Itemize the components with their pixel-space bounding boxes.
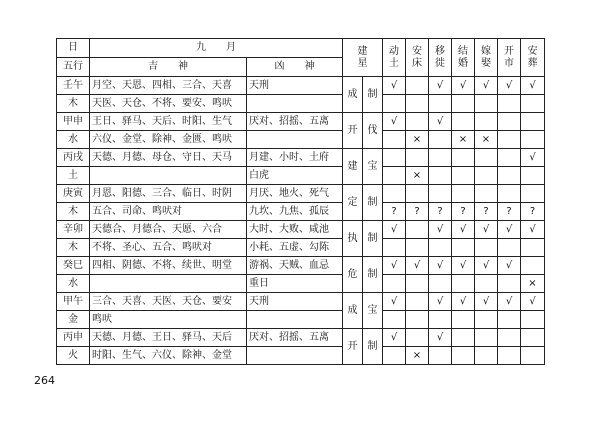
xiong-shen-cell: 重日: [247, 275, 343, 293]
xiong-shen-cell: 大时、大败、咸池: [247, 221, 343, 239]
activity-mark: [498, 113, 521, 131]
activity-mark: [521, 131, 545, 149]
zhi-cell: 制: [363, 77, 383, 113]
activity-mark: [521, 239, 545, 257]
activity-mark: [498, 167, 521, 185]
activity-mark: [498, 275, 521, 293]
activity-mark: ?: [383, 203, 406, 221]
day-row: [57, 293, 545, 311]
day-row: [57, 167, 545, 185]
activity-mark: [498, 95, 521, 113]
activity-mark: [406, 185, 429, 203]
ji-shen-cell: 六仪、金堂、除神、金匮、鸣吠: [90, 131, 247, 149]
activity-mark: [498, 329, 521, 347]
xiong-shen-cell: [247, 311, 343, 329]
activity-mark: [521, 185, 545, 203]
activity-mark: [429, 149, 452, 167]
day-cell: 丙申: [57, 329, 90, 347]
day-row: [57, 311, 545, 329]
activity-mark: √: [429, 329, 452, 347]
activity-mark: √: [475, 293, 498, 311]
zhi-cell: 制: [363, 221, 383, 257]
wuxing-cell: 水: [57, 131, 90, 149]
activity-mark: √: [383, 77, 406, 95]
activity-mark: ×: [521, 275, 545, 293]
activity-mark: √: [452, 257, 475, 275]
activity-mark: [429, 347, 452, 365]
header-activity-2: 移徙: [429, 39, 452, 77]
activity-mark: [429, 95, 452, 113]
ji-shen-cell: 天德、月德、母仓、守日、天马: [90, 149, 247, 167]
activity-mark: √: [452, 77, 475, 95]
activity-mark: √: [521, 77, 545, 95]
activity-mark: [521, 329, 545, 347]
xiong-shen-cell: 白虎: [247, 167, 343, 185]
activity-mark: [475, 113, 498, 131]
activity-mark: √: [429, 293, 452, 311]
wuxing-cell: 土: [57, 167, 90, 185]
ji-shen-cell: 天德合、月德合、天愿、六合: [90, 221, 247, 239]
zhi-cell: 宝: [363, 149, 383, 185]
header-activity-1: 安床: [406, 39, 429, 77]
jian-cell: 建: [343, 149, 363, 185]
activity-mark: [475, 95, 498, 113]
ji-shen-cell: 三合、天喜、天医、天仓、要安: [90, 293, 247, 311]
day-row: [57, 329, 545, 347]
activity-mark: [383, 95, 406, 113]
xiong-shen-cell: 天刑: [247, 77, 343, 95]
ji-shen-cell: [90, 275, 247, 293]
almanac-table-wrapper: [56, 38, 544, 369]
ji-shen-cell: 鸣吠: [90, 311, 247, 329]
day-row: [57, 113, 545, 131]
activity-mark: ×: [452, 131, 475, 149]
activity-mark: √: [475, 77, 498, 95]
activity-mark: [406, 275, 429, 293]
ji-shen-cell: 王日、驿马、天后、时阳、生气: [90, 113, 247, 131]
activity-mark: [475, 149, 498, 167]
day-row: [57, 95, 545, 113]
day-row: [57, 77, 545, 95]
activity-mark: [452, 149, 475, 167]
wuxing-cell: 金: [57, 311, 90, 329]
xiong-shen-cell: 天刑: [247, 293, 343, 311]
activity-mark: [498, 239, 521, 257]
activity-mark: √: [429, 221, 452, 239]
day-cell: 甲申: [57, 113, 90, 131]
activity-mark: [498, 347, 521, 365]
activity-mark: [406, 149, 429, 167]
zhi-cell: 制: [363, 185, 383, 221]
activity-mark: [429, 311, 452, 329]
activity-mark: [406, 329, 429, 347]
activity-mark: √: [475, 221, 498, 239]
day-row: [57, 257, 545, 275]
wuxing-cell: 木: [57, 239, 90, 257]
activity-mark: [498, 311, 521, 329]
ji-shen-cell: 天医、天仓、不将、要安、鸣吠: [90, 95, 247, 113]
activity-mark: ×: [475, 131, 498, 149]
activity-mark: √: [383, 113, 406, 131]
day-cell: 丙戌: [57, 149, 90, 167]
activity-mark: [521, 113, 545, 131]
day-row: [57, 185, 545, 203]
activity-mark: ?: [452, 203, 475, 221]
ji-shen-cell: 月恩、阳德、三合、临日、时阴: [90, 185, 247, 203]
activity-mark: √: [521, 221, 545, 239]
almanac-table: [56, 38, 545, 365]
ji-shen-cell: 四相、阴德、不将、续世、明堂: [90, 257, 247, 275]
xiong-shen-cell: 月厌、地火、死气: [247, 185, 343, 203]
activity-mark: [475, 239, 498, 257]
day-cell: 庚寅: [57, 185, 90, 203]
zhi-cell: 制: [363, 329, 383, 365]
activity-mark: ?: [429, 203, 452, 221]
activity-mark: √: [383, 257, 406, 275]
activity-mark: √: [475, 257, 498, 275]
xiong-shen-cell: 游祸、天贼、血忌: [247, 257, 343, 275]
activity-mark: [452, 311, 475, 329]
day-cell: 甲午: [57, 293, 90, 311]
page-number: 264: [34, 374, 55, 387]
activity-mark: √: [521, 293, 545, 311]
activity-mark: ?: [406, 203, 429, 221]
jian-cell: 执: [343, 221, 363, 257]
jian-cell: 危: [343, 257, 363, 293]
day-cell: 辛卯: [57, 221, 90, 239]
activity-mark: [383, 167, 406, 185]
activity-mark: [475, 347, 498, 365]
activity-mark: [406, 113, 429, 131]
zhi-cell: 伐: [363, 113, 383, 149]
activity-mark: [383, 347, 406, 365]
header-activity-5: 开市: [498, 39, 521, 77]
day-cell: 壬午: [57, 77, 90, 95]
day-row: [57, 131, 545, 149]
activity-mark: [429, 131, 452, 149]
activity-mark: [429, 239, 452, 257]
day-row: [57, 275, 545, 293]
header-xiong-shen: 凶 神: [247, 58, 343, 77]
activity-mark: [452, 167, 475, 185]
jian-cell: 定: [343, 185, 363, 221]
header-day: 日: [57, 39, 90, 58]
activity-mark: √: [452, 293, 475, 311]
activity-mark: [406, 293, 429, 311]
activity-mark: [383, 185, 406, 203]
activity-mark: [475, 329, 498, 347]
activity-mark: [498, 131, 521, 149]
jian-cell: 成: [343, 77, 363, 113]
wuxing-cell: 火: [57, 347, 90, 365]
day-row: [57, 149, 545, 167]
day-cell: 癸巳: [57, 257, 90, 275]
activity-mark: [406, 221, 429, 239]
header-activity-3: 结婚: [452, 39, 475, 77]
ji-shen-cell: [90, 167, 247, 185]
wuxing-cell: 木: [57, 203, 90, 221]
xiong-shen-cell: [247, 131, 343, 149]
activity-mark: [452, 239, 475, 257]
header-wuxing: 五行: [57, 58, 90, 77]
activity-mark: √: [498, 77, 521, 95]
ji-shen-cell: 不将、圣心、五合、鸣吠对: [90, 239, 247, 257]
activity-mark: [475, 167, 498, 185]
activity-mark: [521, 347, 545, 365]
activity-mark: [452, 95, 475, 113]
activity-mark: [498, 185, 521, 203]
activity-mark: ×: [406, 131, 429, 149]
activity-mark: √: [383, 293, 406, 311]
header-activity-0: 动土: [383, 39, 406, 77]
activity-mark: [429, 185, 452, 203]
activity-mark: √: [383, 329, 406, 347]
activity-mark: [383, 239, 406, 257]
header-row-1: [57, 39, 545, 58]
header-month: 九 月: [90, 39, 343, 58]
activity-mark: ?: [498, 203, 521, 221]
activity-mark: [475, 275, 498, 293]
activity-mark: [475, 311, 498, 329]
xiong-shen-cell: 月建、小时、土府: [247, 149, 343, 167]
activity-mark: [521, 257, 545, 275]
activity-mark: ×: [406, 347, 429, 365]
day-row: [57, 221, 545, 239]
jian-cell: 开: [343, 113, 363, 149]
activity-mark: √: [429, 77, 452, 95]
activity-mark: √: [406, 257, 429, 275]
activity-mark: [429, 275, 452, 293]
ji-shen-cell: 月空、天恩、四相、三合、天喜: [90, 77, 247, 95]
almanac-table-body: [57, 39, 545, 365]
activity-mark: [383, 311, 406, 329]
activity-mark: [383, 149, 406, 167]
activity-mark: [452, 329, 475, 347]
activity-mark: [429, 167, 452, 185]
activity-mark: [406, 239, 429, 257]
activity-mark: [452, 113, 475, 131]
header-ji-shen: 吉 神: [90, 58, 247, 77]
xiong-shen-cell: 厌对、招摇、五离: [247, 113, 343, 131]
wuxing-cell: 木: [57, 95, 90, 113]
activity-mark: √: [498, 257, 521, 275]
activity-mark: [452, 275, 475, 293]
activity-mark: √: [498, 221, 521, 239]
xiong-shen-cell: 小耗、五虚、勾陈: [247, 239, 343, 257]
activity-mark: √: [452, 221, 475, 239]
jian-cell: 成: [343, 293, 363, 329]
ji-shen-cell: 天德、月德、王日、驿马、天后: [90, 329, 247, 347]
header-jian-xing: [343, 39, 383, 77]
activity-mark: ×: [406, 167, 429, 185]
day-row: [57, 203, 545, 221]
activity-mark: [521, 167, 545, 185]
wuxing-cell: 水: [57, 275, 90, 293]
header-activity-4: 嫁娶: [475, 39, 498, 77]
activity-mark: [383, 131, 406, 149]
activity-mark: [406, 311, 429, 329]
activity-mark: ?: [521, 203, 545, 221]
zhi-cell: 制: [363, 257, 383, 293]
activity-mark: √: [429, 257, 452, 275]
activity-mark: [452, 347, 475, 365]
activity-mark: √: [521, 149, 545, 167]
activity-mark: [475, 185, 498, 203]
activity-mark: [406, 77, 429, 95]
xiong-shen-cell: 九坎、九焦、孤辰: [247, 203, 343, 221]
activity-mark: ?: [475, 203, 498, 221]
xiong-shen-cell: [247, 95, 343, 113]
ji-shen-cell: 时阳、生气、六仪、除神、金堂: [90, 347, 247, 365]
xiong-shen-cell: 厌对、招摇、五离: [247, 329, 343, 347]
activity-mark: √: [429, 113, 452, 131]
xiong-shen-cell: [247, 347, 343, 365]
activity-mark: [521, 311, 545, 329]
activity-mark: [498, 149, 521, 167]
activity-mark: √: [498, 293, 521, 311]
activity-mark: [521, 95, 545, 113]
activity-mark: √: [383, 221, 406, 239]
jian-cell: 开: [343, 329, 363, 365]
day-row: [57, 239, 545, 257]
activity-mark: [406, 95, 429, 113]
activity-mark: [383, 275, 406, 293]
header-activity-6: 安葬: [521, 39, 545, 77]
zhi-cell: 宝: [363, 293, 383, 329]
day-row: [57, 347, 545, 365]
header-jian-xing-text: 建星: [357, 45, 368, 69]
ji-shen-cell: 五合、司命、鸣吠对: [90, 203, 247, 221]
activity-mark: [452, 185, 475, 203]
